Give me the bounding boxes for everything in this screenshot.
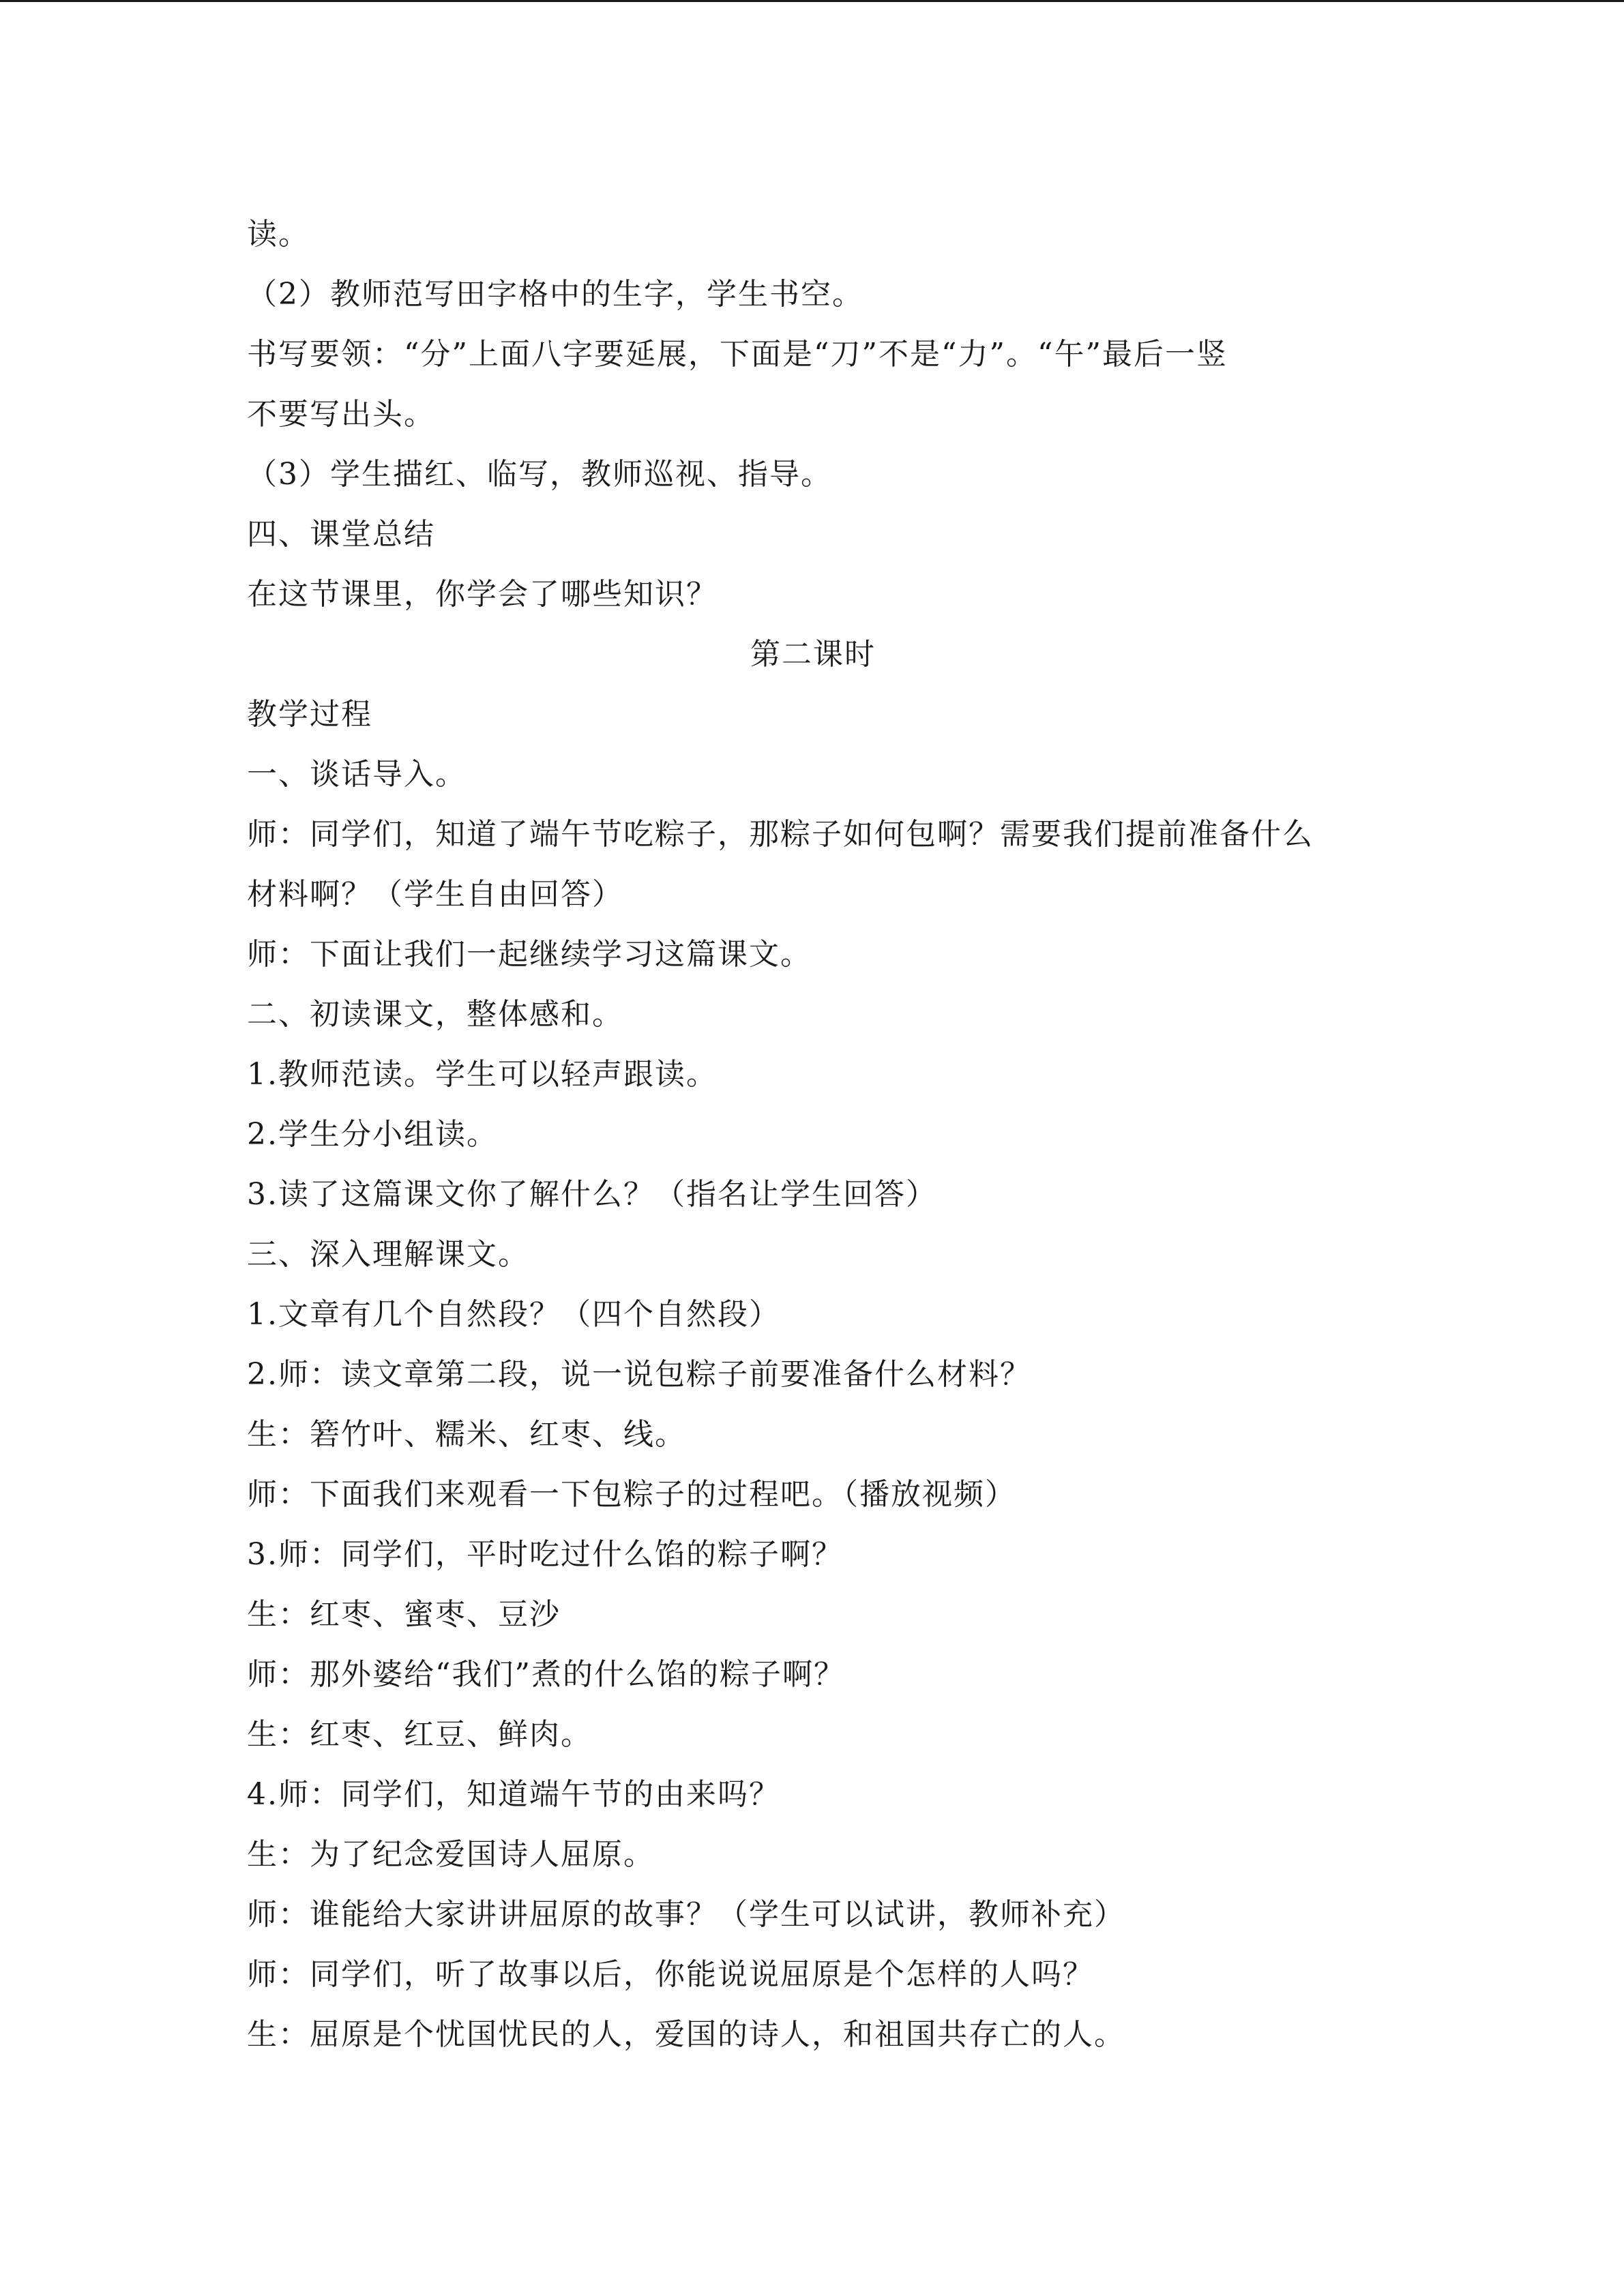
text-line: 生：红枣、蜜枣、豆沙	[247, 1597, 561, 1632]
text-line: 2.学生分小组读。	[247, 1117, 498, 1152]
text-line: 师：下面让我们一起继续学习这篇课文。	[247, 937, 812, 972]
section-heading: 二、初读课文，整体感和。	[247, 997, 623, 1032]
text-line: 师：同学们，听了故事以后，你能说说屈原是个怎样的人吗？	[247, 1957, 1094, 1992]
text-line: 在这节课里，你学会了哪些知识？	[247, 577, 718, 612]
page-top-border	[0, 0, 1624, 2]
text-line: （3）学生描红、临写，教师巡视、指导。	[247, 457, 832, 492]
text-line: 不要写出头。	[247, 397, 435, 432]
text-line: 1.教师范读。学生可以轻声跟读。	[247, 1057, 718, 1092]
text-line: 师：那外婆给“我们”煮的什么馅的粽子啊？	[247, 1657, 845, 1692]
text-line: 师：下面我们来观看一下包粽子的过程吧。（播放视频）	[247, 1477, 1016, 1512]
text-line: 书写要领：“分”上面八字要延展，下面是“刀”不是“力”。“午”最后一竖	[247, 337, 1228, 372]
text-line: 4.师：同学们，知道端午节的由来吗？	[247, 1777, 780, 1812]
lesson-title: 第二课时	[750, 637, 876, 672]
section-heading: 教学过程	[247, 697, 372, 732]
text-line: 读。	[247, 217, 310, 252]
text-line: 师：谁能给大家讲讲屈原的故事？（学生可以试讲，教师补充）	[247, 1897, 1125, 1932]
text-line: （2）教师范写田字格中的生字，学生书空。	[247, 277, 863, 312]
text-line: 生：箬竹叶、糯米、红枣、线。	[247, 1417, 686, 1452]
text-line: 3.读了这篇课文你了解什么？（指名让学生回答）	[247, 1177, 937, 1212]
text-line: 3.师：同学们，平时吃过什么馅的粽子啊？	[247, 1537, 843, 1572]
section-heading: 四、课堂总结	[247, 517, 435, 552]
document-page	[247, 205, 1379, 2065]
text-line: 材料啊？（学生自由回答）	[247, 877, 623, 912]
text-line: 2.师：读文章第二段，说一说包粽子前要准备什么材料？	[247, 1357, 1031, 1392]
text-line: 生：屈原是个忧国忧民的人，爱国的诗人，和祖国共存亡的人。	[247, 2017, 1125, 2052]
text-line: 生：红枣、红豆、鲜肉。	[247, 1717, 592, 1752]
section-heading: 三、深入理解课文。	[247, 1237, 529, 1272]
section-heading: 一、谈话导入。	[247, 757, 467, 792]
text-line: 生：为了纪念爱国诗人屈原。	[247, 1837, 655, 1872]
text-line: 师：同学们，知道了端午节吃粽子，那粽子如何包啊？需要我们提前准备什么	[247, 817, 1314, 852]
text-line: 1.文章有几个自然段？（四个自然段）	[247, 1297, 780, 1332]
